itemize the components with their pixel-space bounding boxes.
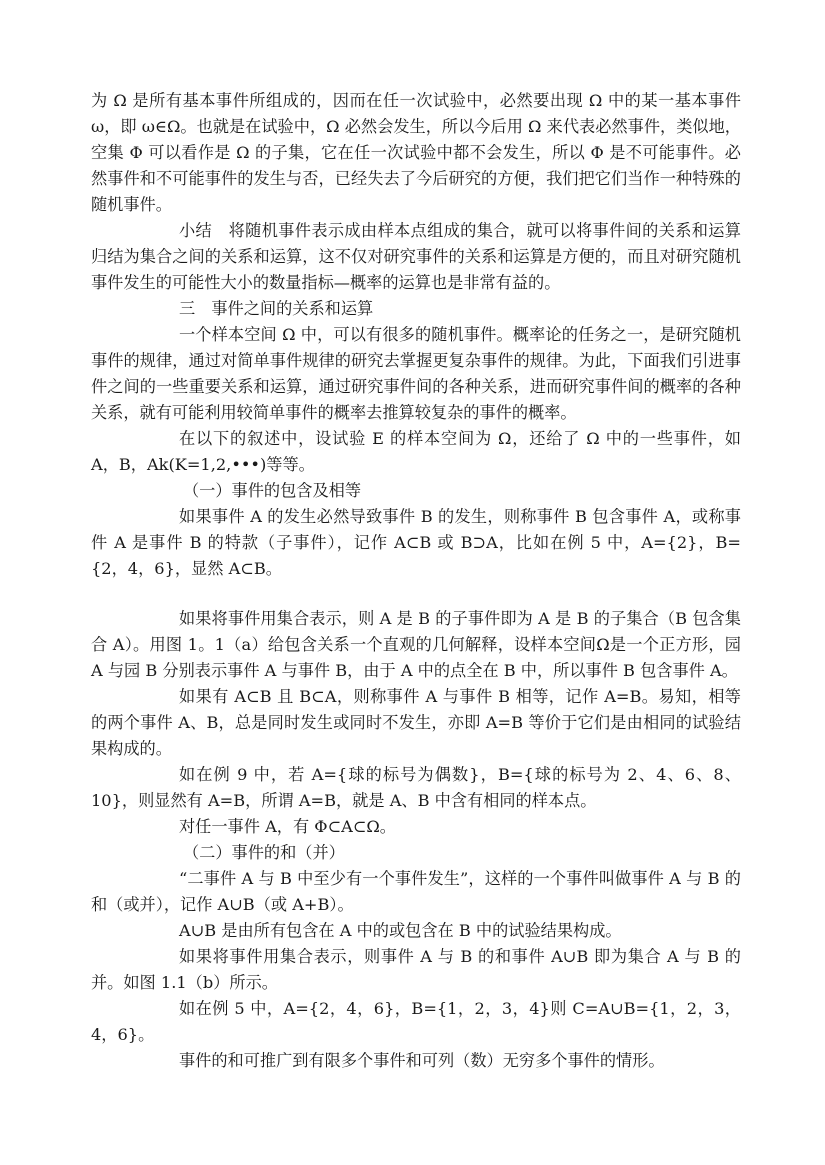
body-text bbox=[91, 88, 741, 1074]
paragraph-sample-space-intro: 为 Ω 是所有基本事件所组成的，因而在任一次试验中，必然要出现 Ω 中的某一基本事件 ω，即 ω∈Ω。也就是在试验中，Ω 必然会发生，所以今后用 Ω 来代表必然事件，类似地，空集 Φ 可以看作是 Ω 的子集，它在任一次试验中都不会发生，所以 Φ 是不可能事件。必然事件和不可能事件的发生与否，已经失去了今后研究的方便，我们把它们当作一种特殊的随机事件。 bbox=[91, 91, 741, 214]
paragraph-summary: 小结 将随机事件表示成由样本点组成的集合，就可以将事件间的关系和运算归结为集合之间的关系和运算，这不仅对研究事件的关系和运算是方便的，而且对研究随机事件发生的可能性大小的数量指标—概率的运算也是非常有益的。 bbox=[91, 221, 741, 292]
paragraph-inclusion-definition: 如果事件 A 的发生必然导致事件 B 的发生，则称事件 B 包含事件 A，或称事件 A 是事件 B 的特款（子事件），记作 A⊂B 或 B⊃A，比如在例 5 中，A={2}，B={2，4，6}，显然 A⊂B。 bbox=[91, 507, 741, 578]
paragraph-inclusion-sets: 如果将事件用集合表示，则 A 是 B 的子事件即为 A 是 B 的子集合（B 包含集合 A）。用图 1。1（a）给包含关系一个直观的几何解释，设样本空间Ω是一个正方形，园 A 与园 B 分别表示事件 A 与事件 B，由于 A 中的点全在 B 中，所以事件 B 包含事件 A。 bbox=[91, 609, 741, 680]
paragraph-union-definition: “二事件 A 与 B 中至少有一个事件发生”，这样的一个事件叫做事件 A 与 B 的和（或并），记作 A∪B（或 A+B）。 bbox=[91, 869, 741, 914]
paragraph-union-outcomes: A∪B 是由所有包含在 A 中的或包含在 B 中的试验结果构成。 bbox=[179, 921, 622, 940]
paragraph-equality-example: 如在例 9 中，若 A={球的标号为偶数}，B={球的标号为 2、4、6、8、10}，则显然有 A=B，所谓 A=B，就是 A、B 中含有相同的样本点。 bbox=[91, 765, 741, 810]
paragraph-any-event: 对任一事件 A，有 Φ⊂A⊂Ω。 bbox=[179, 817, 396, 836]
subheading-inclusion-equality: （一）事件的包含及相等 bbox=[183, 481, 362, 500]
paragraph-union-sets: 如果将事件用集合表示，则事件 A 与 B 的和事件 A∪B 即为集合 A 与 B 的并。如图 1.1（b）所示。 bbox=[91, 947, 741, 992]
subheading-union: （二）事件的和（并） bbox=[183, 843, 345, 862]
paragraph-equality-definition: 如果有 A⊂B 且 B⊂A，则称事件 A 与事件 B 相等，记作 A=B。易知，相等的两个事件 A、B，总是同时发生或同时不发生，亦即 A=B 等价于它们是由相同的试验结果构成的。 bbox=[91, 687, 741, 758]
section-heading-relations: 三 事件之间的关系和运算 bbox=[179, 299, 374, 318]
paragraph-union-example: 如在例 5 中，A={2，4，6}，B={1，2，3，4}则 C=A∪B={1，2，3，4，6}。 bbox=[91, 999, 741, 1044]
paragraph-random-events: 一个样本空间 Ω 中，可以有很多的随机事件。概率论的任务之一，是研究随机事件的规律，通过对简单事件规律的研究去掌握更复杂事件的规律。为此，下面我们引进事件之间的一些重要关系和运算，通过研究事件间的各种关系，进而研究事件间的概率的各种关系，就有可能利用较简单事件的概率去推算较复杂的事件的概率。 bbox=[91, 325, 741, 422]
paragraph-assumptions: 在以下的叙述中，设试验 E 的样本空间为 Ω，还给了 Ω 中的一些事件，如 A，B，Ak(K=1,2,•••)等等。 bbox=[91, 429, 741, 474]
paragraph-union-generalization: 事件的和可推广到有限多个事件和可列（数）无穷多个事件的情形。 bbox=[179, 1051, 665, 1070]
